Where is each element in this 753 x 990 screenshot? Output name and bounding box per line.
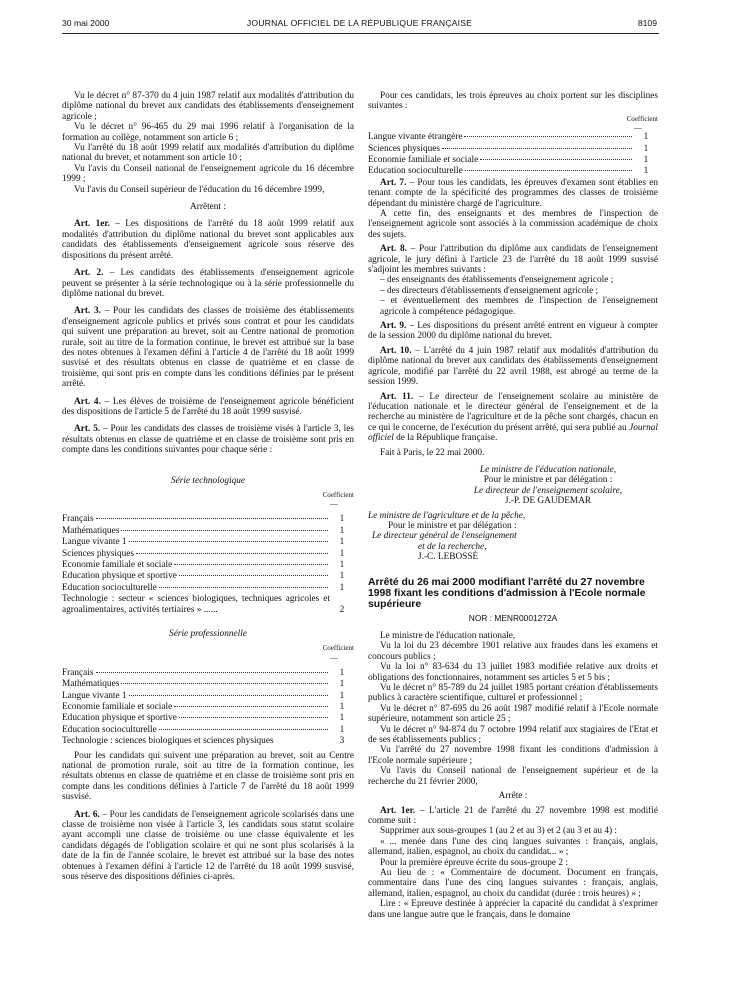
article-label: Art. 9. bbox=[380, 321, 407, 332]
paragraph: Au lieu de : « Commentaire de document. Document en français, commentaire dans l'une des cinq langues suivantes : français, anglais, allemand, italien, espagnol, au choix du candidat (durée : trois heures) » ; bbox=[368, 867, 658, 899]
visa-item: Vu la loi n° 83-634 du 13 juillet 1983 modifiée relative aux droits et obligations des fonctionnaires, notamment ses articles 5 et 5 bis ; bbox=[368, 662, 658, 683]
discipline-label: Economie familiale et sociale bbox=[368, 155, 479, 165]
coefficient-value: 1 bbox=[643, 166, 649, 177]
discipline-label: Français bbox=[62, 667, 94, 678]
article-1: Art. 1er. – L'article 21 de l'arrêté du 27 novembre 1998 est modifié comme suit : bbox=[368, 805, 658, 826]
table-row bbox=[368, 132, 658, 143]
dot-leader bbox=[464, 136, 632, 137]
article-10: Art. 10. – L'arrêté du 4 juin 1987 relatif aux modalités d'attribution du diplôme national du brevet aux candidats des établissements d'enseignement agricole, modifié par l'arrêté du 22 avril 1988, est abrogé au terme de la session 1999. bbox=[368, 345, 658, 388]
article-label: Art. 10. bbox=[380, 345, 412, 356]
coefficient-value: 1 bbox=[339, 548, 345, 559]
discipline-label: Sciences physiques bbox=[368, 143, 441, 154]
dot-leader bbox=[136, 553, 328, 554]
discipline-label: Education socioculturelle bbox=[62, 724, 157, 735]
right-column bbox=[368, 91, 658, 920]
table-row bbox=[62, 725, 354, 736]
article-label: Art. 1er. bbox=[380, 805, 416, 816]
coefficient-value: 1 bbox=[339, 537, 345, 548]
serie-professionnelle-title: Série professionnelle bbox=[169, 628, 247, 639]
dot-leader bbox=[465, 170, 632, 171]
table-row bbox=[62, 713, 354, 724]
article-11: Art. 11. – Le directeur de l'enseignement scolaire au ministère de l'éducation nationale et le directeur général de l'enseignement et de la recherche au ministère de l'agriculture et de la pêche sont chargés, chacun en ce qui le concerne, de l'exécution du présent arrêté, qui sera publié au Journal officiel de la République française. bbox=[368, 391, 658, 444]
coefficient-dash: — bbox=[634, 123, 642, 133]
arrete-title: Arrêté du 26 mai 2000 modifiant l'arrêté du 27 novembre 1998 fixant les conditions d'admission à l'Ecole normale supérieure bbox=[368, 576, 646, 610]
choice-intro: Pour ces candidats, les trois épreuves au choix portent sur les disciplines suivantes : bbox=[368, 91, 658, 112]
table-row bbox=[62, 560, 354, 571]
coefficient-value: 1 bbox=[339, 701, 345, 712]
article-7-paragraph: A cette fin, des enseignants et des membres de l'inspection de l'enseignement agricole sont associés à la commission académique de choix des sujets. bbox=[368, 209, 658, 240]
discipline-label: Education socioculturelle bbox=[62, 582, 157, 593]
table-row bbox=[368, 144, 658, 155]
visa-item: Vu le décret n° 87-695 du 26 août 1987 modifié relatif à l'Ecole normale supérieure, notamment son article 25 ; bbox=[368, 703, 658, 725]
article-1: Art. 1er. – Les dispositions de l'arrêté du 18 août 1999 relatif aux modalités d'attribution du diplôme national du brevet sont applicables aux candidats des établissements d'enseignement agricole sous réserve des dispositions du présent arrêté. bbox=[62, 219, 354, 261]
dot-leader bbox=[159, 587, 328, 588]
visa-item: Vu l'avis du Conseil national de l'enseignement agricole du 16 décembre 1999 ; bbox=[62, 163, 354, 185]
signature-education: Le ministre de l'éducation nationale, Pour le ministre et par délégation : Le directeur de l'enseignement scolaire, J.-P. DE GAUDEMAR bbox=[473, 464, 623, 507]
coefficient-value: 1 bbox=[339, 690, 345, 701]
coefficient-value: 1 bbox=[339, 667, 345, 678]
article-label: Art. 7. bbox=[380, 177, 407, 188]
article-9: Art. 9. – Les dispositions du présent arrêté entrent en vigueur à compter de la session 2000 du diplôme national du brevet. bbox=[368, 321, 659, 342]
dot-leader bbox=[96, 518, 329, 519]
table-row bbox=[62, 668, 354, 679]
discipline-label: Education physique et sportive bbox=[62, 713, 177, 724]
article-label: Art. 11. bbox=[380, 391, 414, 402]
table-row bbox=[62, 549, 354, 560]
visa-list bbox=[368, 641, 658, 787]
discipline-label: Langue vivante étrangère bbox=[368, 132, 463, 143]
table-row bbox=[62, 702, 354, 713]
article-label: Art. 3. bbox=[74, 306, 101, 317]
dot-leader bbox=[174, 706, 328, 707]
dot-leader bbox=[174, 564, 328, 565]
coefficient-value: 1 bbox=[339, 582, 345, 593]
table-row bbox=[62, 691, 354, 702]
visa-item: Vu le décret n° 85-789 du 24 juillet 1985 portant création d'établissements publics à caractère scientifique, culturel et professionnel ; bbox=[368, 683, 658, 704]
discipline-label: Education socioculturelle bbox=[368, 166, 463, 177]
article-label: Art. 4. bbox=[74, 396, 101, 407]
dot-leader bbox=[442, 148, 632, 149]
article-label: Art. 6. bbox=[74, 809, 100, 820]
article-label: Art. 1er. bbox=[74, 219, 110, 230]
nor-reference: NOR : MENR0001272A bbox=[468, 612, 558, 623]
arrete-heading: Arrête : bbox=[498, 791, 528, 802]
visa-list bbox=[62, 91, 354, 195]
coefficient-value: 1 bbox=[339, 559, 345, 570]
discipline-label: Mathématiques bbox=[62, 679, 120, 690]
table-row bbox=[62, 679, 354, 690]
table-row bbox=[62, 537, 354, 548]
coefficient-value: 1 bbox=[643, 143, 649, 154]
discipline-label: Mathématiques bbox=[62, 525, 120, 536]
dot-leader bbox=[121, 530, 328, 531]
coefficient-value: 1 bbox=[339, 679, 345, 690]
visa-item: Vu le décret n° 94-874 du 7 octobre 1994 relatif aux stagiaires de l'Etat et de ses établissements publics ; bbox=[368, 724, 658, 746]
discipline-label: Economie familiale et sociale bbox=[62, 701, 173, 712]
article-2: Art. 2. – Les candidats des établissements d'enseignement agricole peuvent se présenter à la série technologique ou à la série professionnelle du diplôme national du brevet. bbox=[62, 268, 354, 299]
signature-agriculture: Le ministre de l'agriculture et de la pêche, Pour le ministre et par délégation : Le directeur général de l'enseignement et de la recherche, J.-C. LEBOSSÉ bbox=[368, 510, 526, 563]
coefficient-value: 1 bbox=[339, 571, 345, 582]
article-5: Art. 5. – Pour les candidats des classes de troisième visés à l'article 3, les résultats obtenus en classe de quatrième et en classe de troisième sont pris en compte dans les conditions suivantes pour chaque série : bbox=[62, 424, 354, 456]
coefficient-value: 1 bbox=[643, 132, 649, 143]
article-4: Art. 4. – Les élèves de troisième de l'enseignement agricole bénéficient des dispositions de l'article 5 de l'arrêté du 18 août 1999 susvisé. bbox=[62, 396, 354, 417]
discipline-label: Langue vivante 1 bbox=[62, 690, 127, 701]
article-label: Art. 8. bbox=[380, 244, 407, 255]
dot-leader bbox=[480, 159, 632, 160]
article-6: Art. 6. – Pour les candidats de l'enseignement agricole scolarisés dans une classe de troisième non visée à l'article 3, les candidats sous statut scolaire ayant accompli une classe de troisième ou une classe équivalente et les candidats dégagés de l'obligation scolaire et qui ne sont plus scolarisés à la date de la fin de l'année scolaire, le brevet est attribué sur la base des notes obtenues à l'examen défini à l'article 12 de l'arrêté du 18 août 1999 susvisé, sous réserve des dispositions définies ci-après. bbox=[62, 809, 354, 882]
left-column bbox=[62, 91, 354, 882]
dot-leader bbox=[159, 729, 328, 730]
article-8: Art. 8. – Pour l'attribution du diplôme aux candidats de l'enseignement agricole, le jury défini à l'article 23 de l'arrêté du 18 août 1999 susvisé s'adjoint les membres suivants : bbox=[368, 244, 658, 276]
page-number: 8109 bbox=[637, 18, 657, 28]
dot-leader bbox=[96, 672, 329, 673]
article-label: Art. 2. bbox=[74, 268, 104, 279]
coefficient-header: Coefficient bbox=[322, 491, 354, 499]
coefficient-dash: — bbox=[330, 499, 338, 509]
coefficient-value: 1 bbox=[339, 514, 345, 525]
visa-item: Vu l'arrêté du 18 août 1999 relatif aux modalités d'attribution du diplôme national du brevet, et notamment son article 10 ; bbox=[62, 143, 354, 164]
table-row bbox=[62, 571, 354, 582]
visa-item: Vu l'arrêté du 27 novembre 1998 fixant les conditions d'admission à l'Ecole normale supérieure ; bbox=[368, 745, 658, 766]
table-row bbox=[368, 166, 658, 177]
paragraph: Supprimer aux sous-groupes 1 (au 2 et au 3) et 2 (au 3 et au 4) : bbox=[380, 826, 618, 837]
serie-technologique-title: Série technologique bbox=[170, 475, 246, 486]
list-item: – des directeurs d'établissements d'enseignement agricole ; bbox=[380, 285, 599, 296]
coefficient-value: 1 bbox=[643, 155, 649, 165]
paragraph-cnpr: Pour les candidats qui suivent une préparation au brevet, soit au Centre national de promotion rurale, soit au titre de la formation continue, les résultats obtenus en classe de quatrième et en classe de troisième sont pris en compte dans les conditions définies à l'article 7 de l'arrêté du 18 août 1999 susvisé. bbox=[62, 750, 354, 803]
coefficient-header: Coefficient bbox=[322, 644, 354, 653]
minister-line: Le ministre de l'éducation nationale, bbox=[380, 631, 516, 641]
visa-item: Vu le décret n° 87-370 du 4 juin 1987 relatif aux modalités d'attribution du diplôme national du brevet aux candidats des établissements d'enseignement agricole ; bbox=[62, 91, 354, 122]
coefficient-header: Coefficient bbox=[626, 114, 658, 123]
coefficient-value: 1 bbox=[339, 724, 345, 735]
table-row: Technologie : secteur « sciences biologiques, techniques agricoles et agroalimentaires, activités tertiaires » ...... 2 bbox=[62, 594, 345, 615]
visa-item: Vu l'avis du Conseil national de l'enseignement supérieur et de la recherche du 21 février 2000, bbox=[368, 766, 658, 787]
coefficient-value: 1 bbox=[339, 525, 345, 536]
paragraph: Lire : « Epreuve destinée à apprécier la capacité du candidat à s'exprimer dans une langue autre que le français, dans le domaine bbox=[368, 899, 658, 920]
dot-leader bbox=[179, 575, 328, 576]
visa-item: Vu la loi du 23 décembre 1901 relative aux fraudes dans les examens et concours publics ; bbox=[368, 641, 658, 662]
table-row bbox=[62, 514, 354, 525]
discipline-label: Sciences physiques bbox=[62, 548, 135, 559]
discipline-label: Education physique et sportive bbox=[62, 571, 177, 582]
header-date: 30 mai 2000 bbox=[62, 18, 110, 28]
discipline-label: Langue vivante 1 bbox=[62, 537, 127, 548]
header-rule bbox=[62, 33, 659, 34]
discipline-label: Français bbox=[62, 514, 94, 525]
journal-title: JOURNAL OFFICIEL DE LA RÉPUBLIQUE FRANÇAISE bbox=[246, 18, 473, 28]
article-7: Art. 7. – Pour tous les candidats, les épreuves d'examen sont établies en tenant compte de la spécificité des programmes des classes de troisième dépendant du ministère chargé de l'agriculture. bbox=[368, 177, 658, 209]
dot-leader bbox=[179, 717, 328, 718]
fait-a-paris: Fait à Paris, le 22 mai 2000. bbox=[380, 447, 485, 458]
article-8-list bbox=[368, 275, 658, 317]
dot-leader bbox=[129, 541, 328, 542]
paragraph: Pour la première épreuve écrite du sous-groupe 2 : bbox=[380, 857, 568, 868]
table-choice-disciplines bbox=[368, 114, 658, 178]
coefficient-dash: — bbox=[330, 652, 338, 662]
dot-leader bbox=[121, 683, 328, 684]
coefficient-value: 1 bbox=[339, 713, 345, 724]
visa-item: Vu l'avis du Conseil supérieur de l'éducation du 16 décembre 1999, bbox=[74, 184, 325, 195]
table-row bbox=[368, 155, 658, 166]
paragraph: « ... menée dans l'une des cinq langues suivantes : français, anglais, allemand, italien, espagnol, au choix du candidat... » ; bbox=[368, 836, 658, 858]
table-row bbox=[62, 526, 354, 537]
dot-leader bbox=[129, 695, 328, 696]
arretent-heading: Arrêtent : bbox=[190, 202, 226, 213]
visa-item: Vu le décret n° 96-465 du 29 mai 1996 relatif à l'organisation de la formation au collège, notamment son article 6 ; bbox=[62, 122, 354, 143]
table-row bbox=[62, 583, 354, 594]
article-3: Art. 3. – Pour les candidats des classes de troisième des établissements d'enseignement agricole publics et privés sous contrat et pour les candidats qui suivent une préparation au brevet, soit au Centre national de promotion rurale, soit au titre de la formation continue, le brevet est attribué sur la base des notes obtenues à l'examen défini à l'article 4 de l'arrêté du 18 août 1999 susvisé et des résultats obtenus en classe de quatrième et en classe de troisième, qui sont pris en compte dans les conditions définies par le présent arrêté. bbox=[62, 306, 354, 390]
list-item: – des enseignants des établissements d'enseignement agricole ; bbox=[380, 275, 614, 286]
article-label: Art. 5. bbox=[74, 424, 101, 435]
table-serie-professionnelle bbox=[62, 643, 354, 746]
table-row: Technologie : sciences biologiques et sciences physiques 3 bbox=[62, 736, 345, 747]
table-serie-technologique bbox=[62, 490, 354, 615]
discipline-label: Economie familiale et sociale bbox=[62, 559, 173, 570]
list-item: – et éventuellement des membres de l'inspection de l'enseignement agricole à compétence pédagogique. bbox=[380, 296, 658, 317]
